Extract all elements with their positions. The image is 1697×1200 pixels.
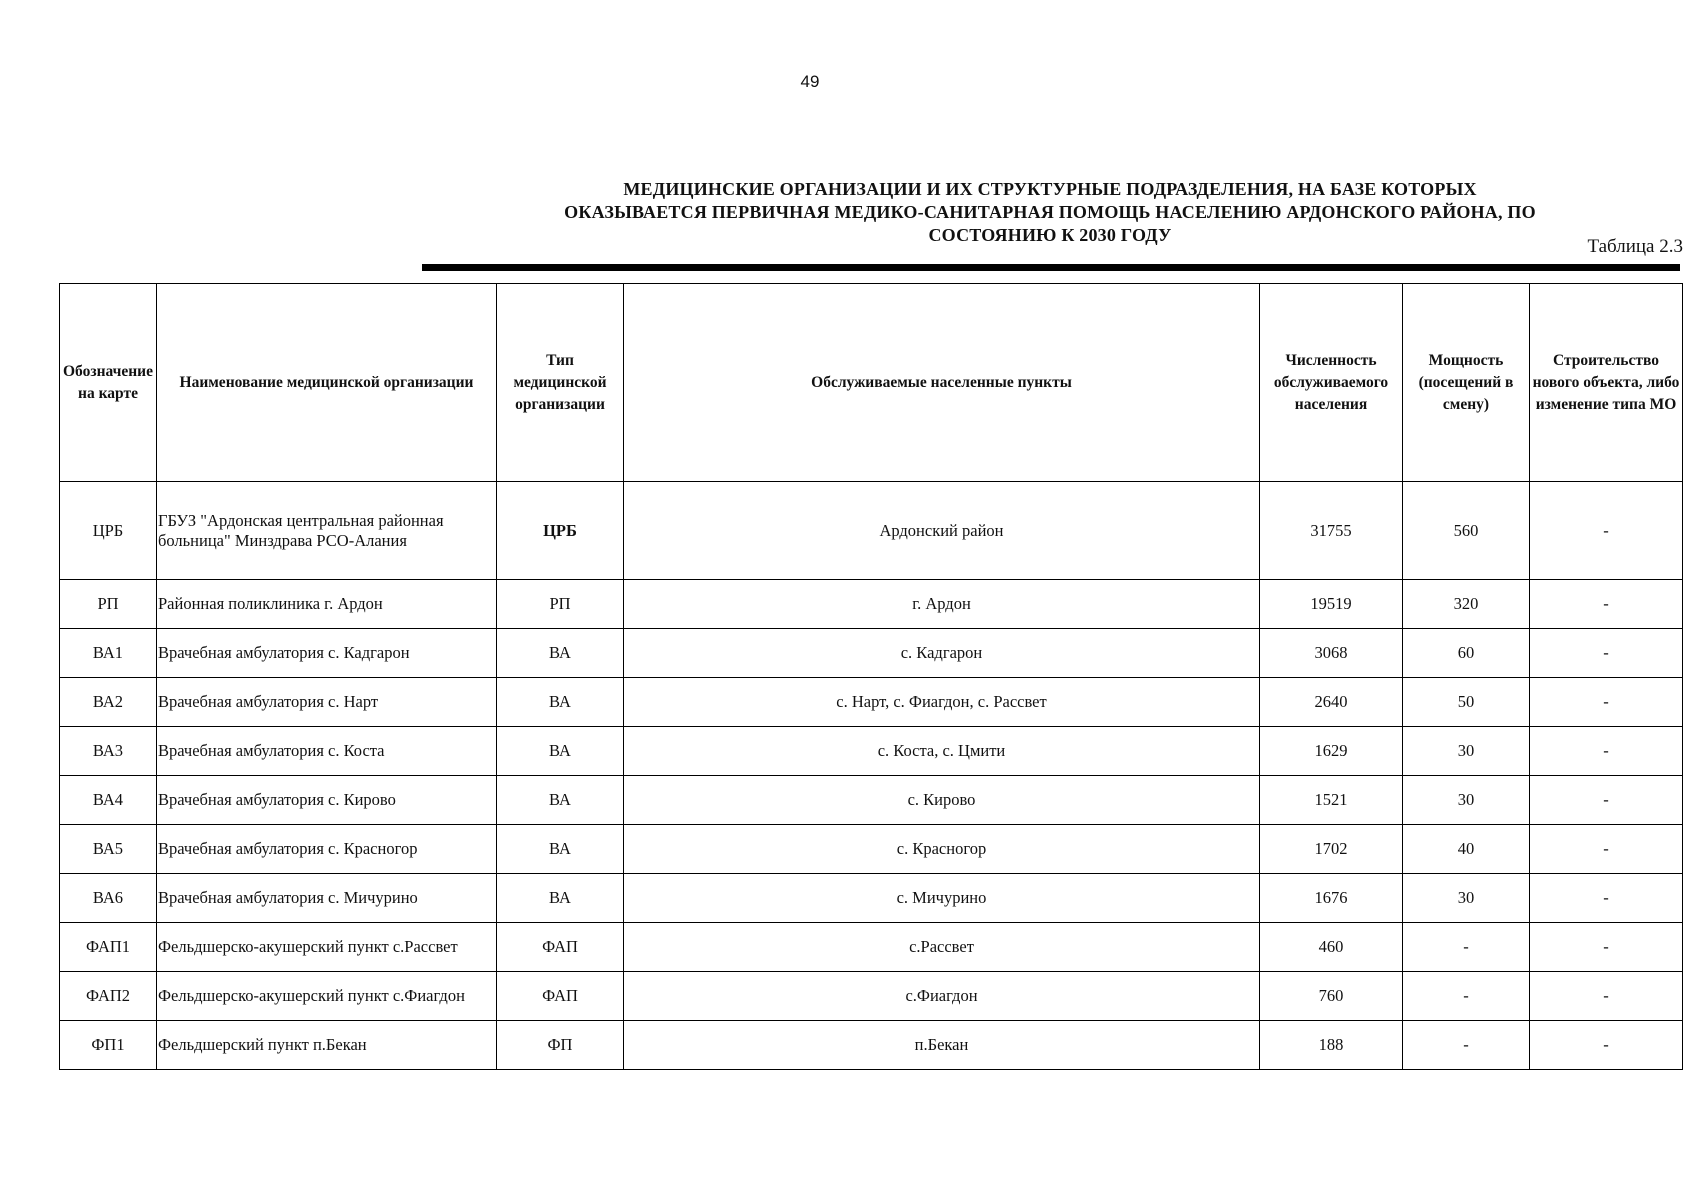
cell-construction: - xyxy=(1530,825,1683,874)
cell-population: 1629 xyxy=(1260,727,1403,776)
table-row xyxy=(60,580,1683,629)
cell-construction: - xyxy=(1530,923,1683,972)
table-title xyxy=(420,178,1680,247)
cell-settlements: с. Коста, с. Цмити xyxy=(624,727,1260,776)
cell-settlements: п.Бекан xyxy=(624,1021,1260,1070)
cell-type: ЦРБ xyxy=(497,482,624,580)
header-org-name: Наименование медицинской организации xyxy=(157,284,497,482)
header-org-type: Тип медицинской организации xyxy=(497,284,624,482)
cell-code: ВА4 xyxy=(60,776,157,825)
cell-population: 31755 xyxy=(1260,482,1403,580)
table-row xyxy=(60,776,1683,825)
cell-name: Врачебная амбулатория с. Кадгарон xyxy=(157,629,497,678)
cell-type: ВА xyxy=(497,874,624,923)
cell-capacity: 560 xyxy=(1403,482,1530,580)
cell-code: ВА2 xyxy=(60,678,157,727)
cell-construction: - xyxy=(1530,1021,1683,1070)
cell-type: ВА xyxy=(497,825,624,874)
table-row xyxy=(60,874,1683,923)
cell-construction: - xyxy=(1530,727,1683,776)
cell-population: 460 xyxy=(1260,923,1403,972)
table-row xyxy=(60,482,1683,580)
cell-construction: - xyxy=(1530,482,1683,580)
cell-name: Врачебная амбулатория с. Коста xyxy=(157,727,497,776)
cell-population: 1676 xyxy=(1260,874,1403,923)
cell-code: ЦРБ xyxy=(60,482,157,580)
table-row xyxy=(60,727,1683,776)
header-map-code: Обозначение на карте xyxy=(60,284,157,482)
table-header-row xyxy=(60,284,1683,482)
title-line: СОСТОЯНИЮ К 2030 ГОДУ xyxy=(928,225,1172,245)
cell-capacity: - xyxy=(1403,972,1530,1021)
cell-construction: - xyxy=(1530,776,1683,825)
page-number: 49 xyxy=(800,72,820,91)
cell-construction: - xyxy=(1530,580,1683,629)
table-number-label: Таблица 2.3 xyxy=(1587,236,1683,257)
cell-construction: - xyxy=(1530,972,1683,1021)
cell-code: ФАП2 xyxy=(60,972,157,1021)
cell-settlements: с. Кирово xyxy=(624,776,1260,825)
cell-capacity: 30 xyxy=(1403,776,1530,825)
table-row xyxy=(60,923,1683,972)
cell-name: Врачебная амбулатория с. Нарт xyxy=(157,678,497,727)
cell-settlements: г. Ардон xyxy=(624,580,1260,629)
header-population: Численность обслуживаемого населения xyxy=(1260,284,1403,482)
cell-type: ФАП xyxy=(497,972,624,1021)
cell-name: Фельдшерский пункт п.Бекан xyxy=(157,1021,497,1070)
cell-population: 1521 xyxy=(1260,776,1403,825)
cell-settlements: с. Кадгарон xyxy=(624,629,1260,678)
cell-population: 760 xyxy=(1260,972,1403,1021)
table-row xyxy=(60,1021,1683,1070)
cell-population: 3068 xyxy=(1260,629,1403,678)
cell-name: Фельдшерско-акушерский пункт с.Рассвет xyxy=(157,923,497,972)
cell-type: ФП xyxy=(497,1021,624,1070)
cell-settlements: с.Фиагдон xyxy=(624,972,1260,1021)
cell-name: Врачебная амбулатория с. Мичурино xyxy=(157,874,497,923)
table-row xyxy=(60,678,1683,727)
table-row xyxy=(60,825,1683,874)
cell-population: 188 xyxy=(1260,1021,1403,1070)
cell-capacity: 30 xyxy=(1403,874,1530,923)
cell-code: ВА5 xyxy=(60,825,157,874)
cell-settlements: Ардонский район xyxy=(624,482,1260,580)
cell-name: Районная поликлиника г. Ардон xyxy=(157,580,497,629)
title-underline-rule xyxy=(422,264,1680,271)
cell-construction: - xyxy=(1530,678,1683,727)
header-construction: Строительство нового объекта, либо изменение типа МО xyxy=(1530,284,1683,482)
cell-code: РП xyxy=(60,580,157,629)
header-settlements: Обслуживаемые населенные пункты xyxy=(624,284,1260,482)
cell-capacity: 60 xyxy=(1403,629,1530,678)
cell-settlements: с. Нарт, с. Фиагдон, с. Рассвет xyxy=(624,678,1260,727)
cell-capacity: - xyxy=(1403,1021,1530,1070)
cell-type: РП xyxy=(497,580,624,629)
cell-capacity: 320 xyxy=(1403,580,1530,629)
cell-capacity: - xyxy=(1403,923,1530,972)
cell-capacity: 30 xyxy=(1403,727,1530,776)
cell-code: ФАП1 xyxy=(60,923,157,972)
cell-code: ВА3 xyxy=(60,727,157,776)
cell-type: ВА xyxy=(497,776,624,825)
cell-construction: - xyxy=(1530,874,1683,923)
medical-organizations-table xyxy=(59,283,1683,1070)
title-line: МЕДИЦИНСКИЕ ОРГАНИЗАЦИИ И ИХ СТРУКТУРНЫЕ ПОДРАЗДЕЛЕНИЯ, НА БАЗЕ КОТОРЫХ xyxy=(623,179,1477,199)
cell-population: 2640 xyxy=(1260,678,1403,727)
cell-code: ФП1 xyxy=(60,1021,157,1070)
cell-code: ВА6 xyxy=(60,874,157,923)
cell-population: 19519 xyxy=(1260,580,1403,629)
title-line: ОКАЗЫВАЕТСЯ ПЕРВИЧНАЯ МЕДИКО-САНИТАРНАЯ ПОМОЩЬ НАСЕЛЕНИЮ АРДОНСКОГО РАЙОНА, ПО xyxy=(564,202,1536,222)
header-capacity: Мощность (посещений в смену) xyxy=(1403,284,1530,482)
cell-settlements: с.Рассвет xyxy=(624,923,1260,972)
cell-settlements: с. Красногор xyxy=(624,825,1260,874)
table-row xyxy=(60,629,1683,678)
cell-construction: - xyxy=(1530,629,1683,678)
cell-capacity: 40 xyxy=(1403,825,1530,874)
cell-name: Врачебная амбулатория с. Кирово xyxy=(157,776,497,825)
cell-type: ФАП xyxy=(497,923,624,972)
cell-code: ВА1 xyxy=(60,629,157,678)
table-row xyxy=(60,972,1683,1021)
cell-name: Фельдшерско-акушерский пункт с.Фиагдон xyxy=(157,972,497,1021)
cell-name: Врачебная амбулатория с. Красногор xyxy=(157,825,497,874)
cell-type: ВА xyxy=(497,629,624,678)
cell-settlements: с. Мичурино xyxy=(624,874,1260,923)
cell-type: ВА xyxy=(497,727,624,776)
cell-capacity: 50 xyxy=(1403,678,1530,727)
cell-name: ГБУЗ "Ардонская центральная районная больница" Минздрава РСО-Алания xyxy=(157,482,497,580)
cell-population: 1702 xyxy=(1260,825,1403,874)
cell-type: ВА xyxy=(497,678,624,727)
